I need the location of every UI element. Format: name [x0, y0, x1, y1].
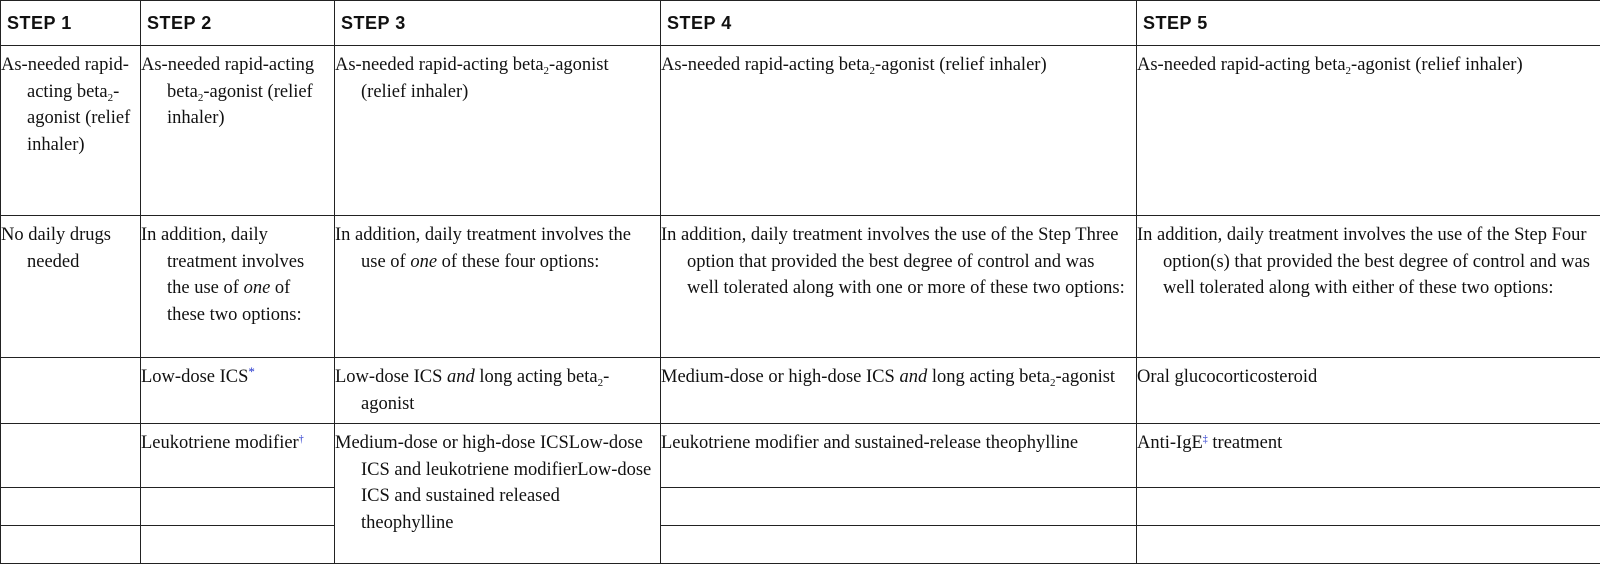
- empty-cell: [1137, 488, 1600, 526]
- empty-cell: [1137, 526, 1600, 564]
- empty-cell: [141, 488, 335, 526]
- option-row-2: [1, 424, 1600, 488]
- step4-daily-cell: In addition, daily treatment involves the use of the Step Three option that provided the best degree of control and was well tolerated along with one or more of these two options:: [661, 216, 1137, 358]
- empty-row-2: [1, 526, 1600, 564]
- header-step-5: STEP 5: [1137, 1, 1600, 46]
- empty-cell: [1, 526, 141, 564]
- empty-cell: [661, 488, 1137, 526]
- step2-option1-cell: Low-dose ICS*: [141, 358, 335, 424]
- option-row-1: [1, 358, 1600, 424]
- header-step-4: STEP 4: [661, 1, 1137, 46]
- empty-cell: [661, 526, 1137, 564]
- step3-daily-cell: In addition, daily treatment involves the use of one of these four options:: [335, 216, 661, 358]
- empty-cell: [1, 488, 141, 526]
- footnote-asterisk-mark: *: [248, 364, 255, 379]
- step1-daily-cell: No daily drugs needed: [1, 216, 141, 358]
- step5-option2-cell: Anti-IgE‡ treatment: [1137, 424, 1600, 488]
- step4-option1-cell: Medium-dose or high-dose ICS and long acting beta$_2$-agonist: [661, 358, 1137, 424]
- step3-option1-cell: Low-dose ICS and long acting beta$_2$-agonist: [335, 358, 661, 424]
- step1-option1-cell: [1, 358, 141, 424]
- footnote-dagger-mark: †: [298, 434, 304, 445]
- step3-option2-cell: Medium-dose or high-dose ICSLow-dose ICS and leukotriene modifierLow-dose ICS and sustained released theophylline: [335, 424, 661, 564]
- step2-relief-cell: As-needed rapid-acting beta$_2$-agonist (relief inhaler): [141, 46, 335, 216]
- header-step-2: STEP 2: [141, 1, 335, 46]
- header-step-1: STEP 1: [1, 1, 141, 46]
- daily-treatment-row: [1, 216, 1600, 358]
- header-row: [1, 1, 1600, 46]
- empty-row-1: [1, 488, 1600, 526]
- header-step-3: STEP 3: [335, 1, 661, 46]
- step4-option2-cell: Leukotriene modifier and sustained-release theophylline: [661, 424, 1137, 488]
- step2-option2-cell: Leukotriene modifier†: [141, 424, 335, 488]
- step5-daily-cell: In addition, daily treatment involves the use of the Step Four option(s) that provided the best degree of control and was well tolerated along with either of these two options:: [1137, 216, 1600, 358]
- step2-daily-cell: In addition, daily treatment involves the use of one of these two options:: [141, 216, 335, 358]
- step1-option2-cell: [1, 424, 141, 488]
- relief-inhaler-row: [1, 46, 1600, 216]
- step3-relief-cell: As-needed rapid-acting beta$_2$-agonist (relief inhaler): [335, 46, 661, 216]
- empty-cell: [141, 526, 335, 564]
- footnote-double-dagger-mark: ‡: [1202, 434, 1208, 445]
- step4-relief-cell: As-needed rapid-acting beta$_2$-agonist (relief inhaler): [661, 46, 1137, 216]
- step5-option1-cell: Oral glucocorticosteroid: [1137, 358, 1600, 424]
- step1-relief-cell: As-needed rapid-acting beta$_2$-agonist (relief inhaler): [1, 46, 141, 216]
- step5-relief-cell: As-needed rapid-acting beta$_2$-agonist (relief inhaler): [1137, 46, 1600, 216]
